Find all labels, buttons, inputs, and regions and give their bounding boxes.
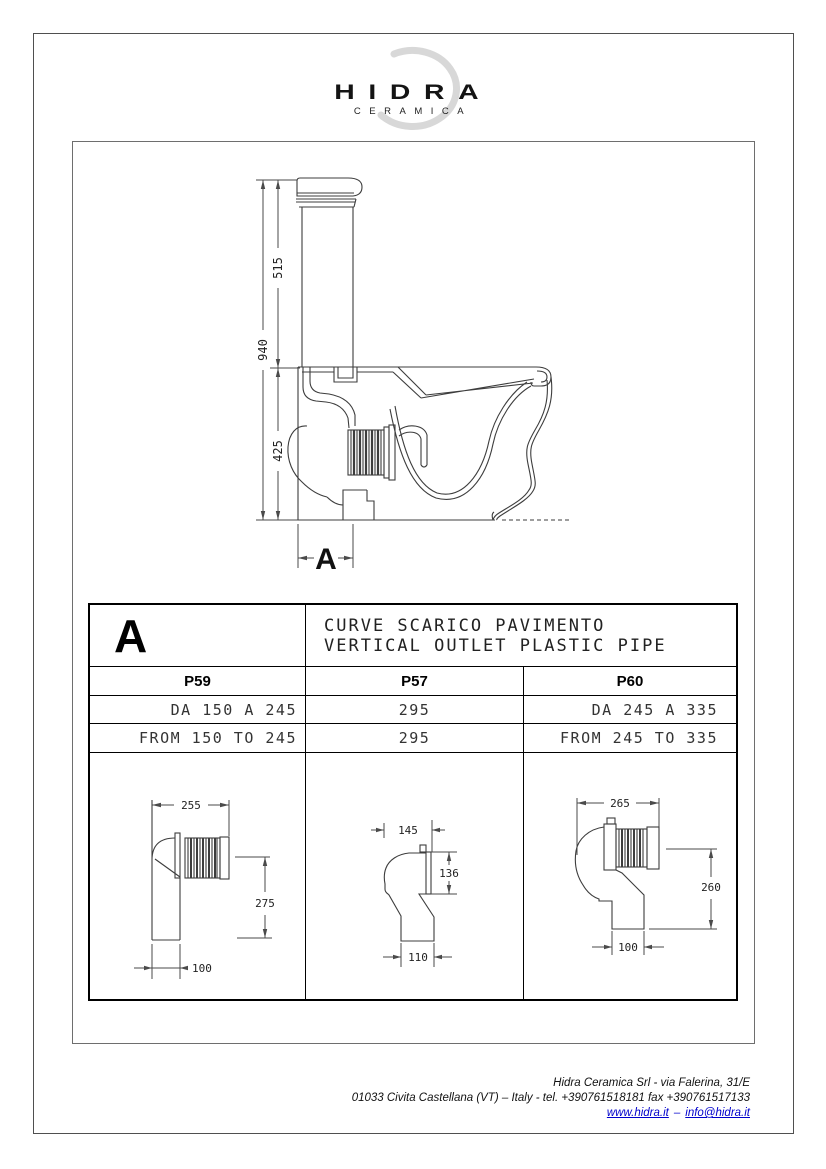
footer bbox=[352, 1076, 750, 1121]
footer-website-link[interactable]: www.hidra.it bbox=[606, 1107, 669, 1119]
range-it-p60: DA 245 A 335 bbox=[591, 700, 718, 719]
brand-logo bbox=[0, 80, 826, 104]
p57-dim-bottom: 110 bbox=[408, 951, 428, 964]
table-header-row bbox=[90, 605, 736, 667]
table-row-label: A bbox=[90, 605, 306, 666]
toilet-section-drawing bbox=[250, 168, 580, 583]
footer-links bbox=[352, 1106, 750, 1121]
dim-lower-height: 425 bbox=[271, 440, 285, 462]
code-p59: P59 bbox=[90, 667, 306, 695]
range-en-p59: FROM 150 TO 245 bbox=[90, 724, 306, 752]
dim-outlet-label: A bbox=[315, 543, 337, 576]
brand-text: HIDRA bbox=[333, 80, 493, 104]
table-range-en-row bbox=[90, 724, 736, 753]
table-codes-row bbox=[90, 667, 736, 696]
bowl-section bbox=[288, 367, 552, 520]
table-drawings-row bbox=[90, 753, 736, 999]
range-it-p59: DA 150 A 245 bbox=[90, 696, 306, 723]
p59-dim-bottom: 100 bbox=[192, 962, 212, 975]
code-p57: P57 bbox=[306, 667, 524, 695]
range-en-p57: 295 bbox=[306, 724, 524, 752]
brand-subtext: CERAMICA bbox=[353, 106, 473, 117]
p60-dim-bottom: 100 bbox=[618, 941, 638, 954]
footer-address-line1: Hidra Ceramica Srl - via Falerina, 31/E bbox=[553, 1077, 750, 1089]
cistern bbox=[296, 178, 362, 367]
corrugated-connector bbox=[348, 425, 395, 480]
code-p60: P60 bbox=[616, 672, 644, 690]
dimension-lines bbox=[256, 180, 300, 520]
table-title bbox=[306, 605, 736, 666]
p57-drawing bbox=[369, 815, 499, 980]
p59-drawing bbox=[122, 787, 312, 987]
table-range-it-row bbox=[90, 696, 736, 724]
p60-drawing bbox=[564, 787, 739, 972]
range-it-p57: 295 bbox=[306, 696, 524, 723]
p57-drawing-cell bbox=[306, 753, 524, 999]
dim-upper-height: 515 bbox=[271, 257, 285, 279]
p57-dim-top: 145 bbox=[398, 824, 418, 837]
footer-email-link[interactable]: info@hidra.it bbox=[685, 1107, 750, 1119]
p60-drawing-cell bbox=[524, 753, 736, 999]
table-title-line1: CURVE SCARICO PAVIMENTO bbox=[324, 615, 606, 636]
table-title-line2: VERTICAL OUTLET PLASTIC PIPE bbox=[324, 635, 667, 656]
p60-dim-side: 260 bbox=[701, 881, 721, 894]
p60-dim-top: 265 bbox=[610, 797, 630, 810]
p59-dim-top: 255 bbox=[181, 799, 201, 812]
p59-dim-side: 275 bbox=[255, 897, 275, 910]
spec-table bbox=[88, 603, 738, 1001]
outlet-dimension bbox=[298, 524, 353, 576]
p57-dim-side: 136 bbox=[439, 867, 459, 880]
footer-address-line2: 01033 Civita Castellana (VT) – Italy - tel. +390761518181 fax +390761517133 bbox=[351, 1092, 750, 1104]
dim-total-height: 940 bbox=[256, 339, 270, 361]
footer-link-separator: – bbox=[673, 1107, 681, 1119]
p59-drawing-cell bbox=[90, 753, 306, 999]
range-en-p60: FROM 245 TO 335 bbox=[560, 729, 718, 747]
